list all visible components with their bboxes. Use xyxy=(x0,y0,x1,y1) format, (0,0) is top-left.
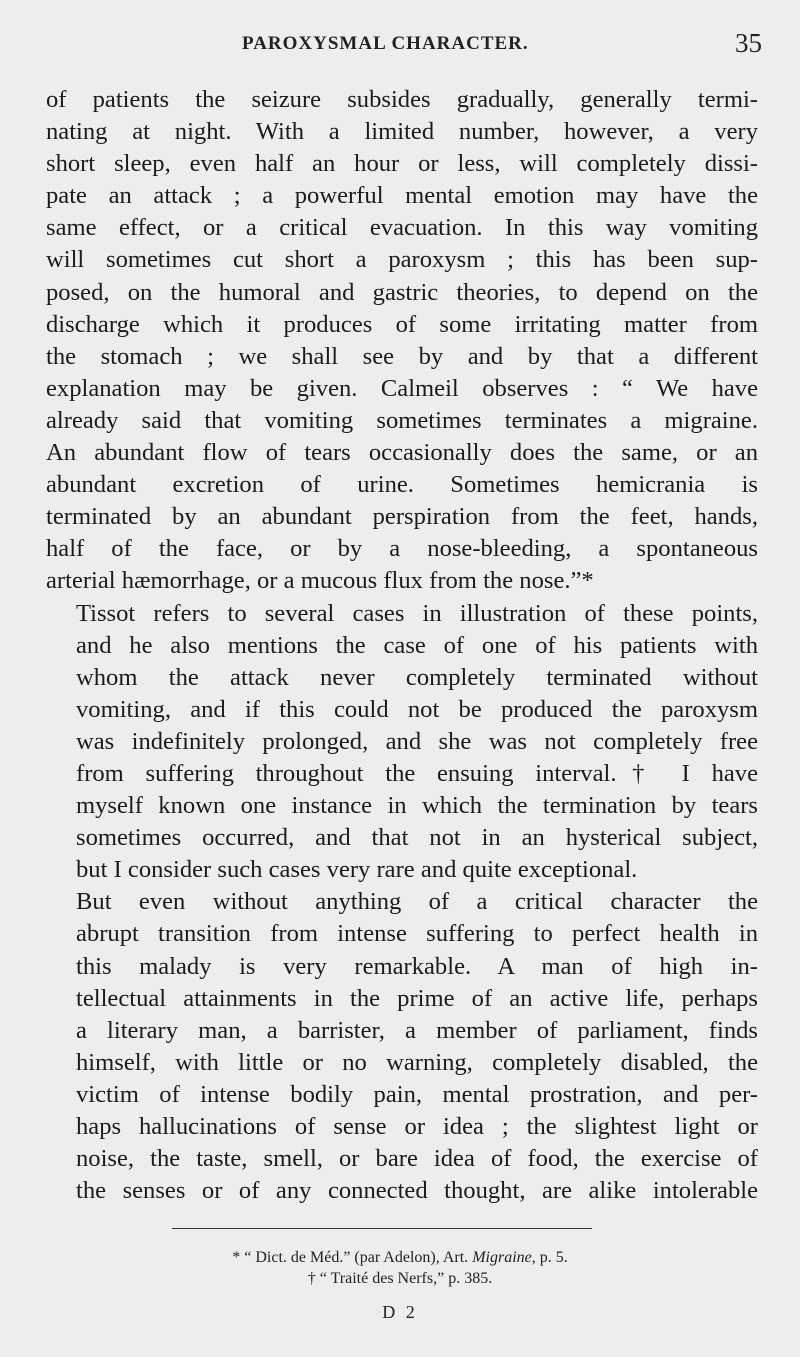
text-line: of patients the seizure subsides gradually, generally termi- xyxy=(46,86,758,113)
text-line: half of the face, or by a nose-bleeding, a spontaneous xyxy=(46,535,758,563)
footnote-divider xyxy=(172,1228,592,1229)
text-line: and he also mentions the case of one of his patients with xyxy=(76,631,758,659)
footnote-text: † “ Traité des Nerfs,” p. 385. xyxy=(307,1270,493,1287)
text-line: vomiting, and if this could not be produced the paroxysm xyxy=(76,695,758,723)
footnote-text: * “ Dict. de Méd.” (par Adelon), Art. xyxy=(232,1249,473,1266)
text-line: posed, on the humoral and gastric theories, to depend on the xyxy=(46,278,758,306)
text-line: the stomach ; we shall see by and by that a different xyxy=(46,342,758,370)
text-line: terminated by an abundant perspiration from the feet, hands, xyxy=(46,503,758,531)
text-line: short sleep, even half an hour or less, will completely dissi- xyxy=(46,150,758,178)
text-line: Tissot refers to several cases in illustration of these points, xyxy=(76,599,758,627)
text-line: abundant excretion of urine. Sometimes hemicrania is xyxy=(46,471,758,499)
footnotes xyxy=(100,1247,700,1289)
text-line: arterial hæmorrhage, or a mucous flux from the nose.”* xyxy=(46,567,594,595)
paragraph-1 xyxy=(46,84,758,598)
text-line: this malady is very remarkable. A man of high in- xyxy=(76,952,758,980)
text-line: haps hallucinations of sense or idea ; the slightest light or xyxy=(76,1113,758,1140)
text-line: abrupt transition from intense suffering to perfect health in xyxy=(76,920,758,948)
text-line: already said that vomiting sometimes terminates a migraine. xyxy=(46,406,758,434)
text-line: nating at night. With a limited number, however, a very xyxy=(46,118,758,146)
text-line: victim of intense bodily pain, mental prostration, and per- xyxy=(76,1080,758,1108)
text-line: the senses or of any connected thought, are alike intolerable xyxy=(76,1177,758,1205)
text-line: But even without anything of a critical character the xyxy=(76,888,758,916)
text-line: pate an attack ; a powerful mental emotion may have the xyxy=(46,182,758,210)
text-line: from suffering throughout the ensuing interval.† I have xyxy=(76,759,758,787)
text-line: discharge which it produces of some irritating matter from xyxy=(46,310,758,338)
footnote-2 xyxy=(100,1268,700,1289)
signature-mark: D 2 xyxy=(382,1302,418,1322)
body-text xyxy=(46,84,758,1207)
footnote-1 xyxy=(100,1247,700,1268)
text-line: same effect, or a critical evacuation. In this way vomiting xyxy=(46,214,758,242)
text-line: himself, with little or no warning, completely disabled, the xyxy=(76,1048,758,1076)
running-title: PAROXYSMAL CHARACTER. xyxy=(242,33,529,54)
footnote-italic-title: Migraine xyxy=(472,1249,532,1266)
text-line: myself known one instance in which the termination by tears xyxy=(76,792,758,820)
text-line: noise, the taste, smell, or bare idea of food, the exercise of xyxy=(76,1145,758,1173)
paragraph-3 xyxy=(46,886,758,1207)
page-number: 35 xyxy=(735,28,762,58)
text-line: but I consider such cases very rare and quite exceptional. xyxy=(76,856,638,884)
text-line: tellectual attainments in the prime of an active life, perhaps xyxy=(76,984,758,1012)
text-line: a literary man, a barrister, a member of parliament, finds xyxy=(76,1016,758,1044)
paragraph-2 xyxy=(46,598,758,887)
footnote-text: , p. 5. xyxy=(531,1249,568,1266)
text-line: was indefinitely prolonged, and she was not completely free xyxy=(76,727,758,755)
text-line: whom the attack never completely terminated without xyxy=(76,663,758,691)
text-line: explanation may be given. Calmeil observes : “ We have xyxy=(46,374,758,402)
text-line: An abundant flow of tears occasionally does the same, or an xyxy=(46,439,758,467)
text-line: will sometimes cut short a paroxysm ; this has been sup- xyxy=(46,246,758,274)
text-line: sometimes occurred, and that not in an hysterical subject, xyxy=(76,824,758,852)
